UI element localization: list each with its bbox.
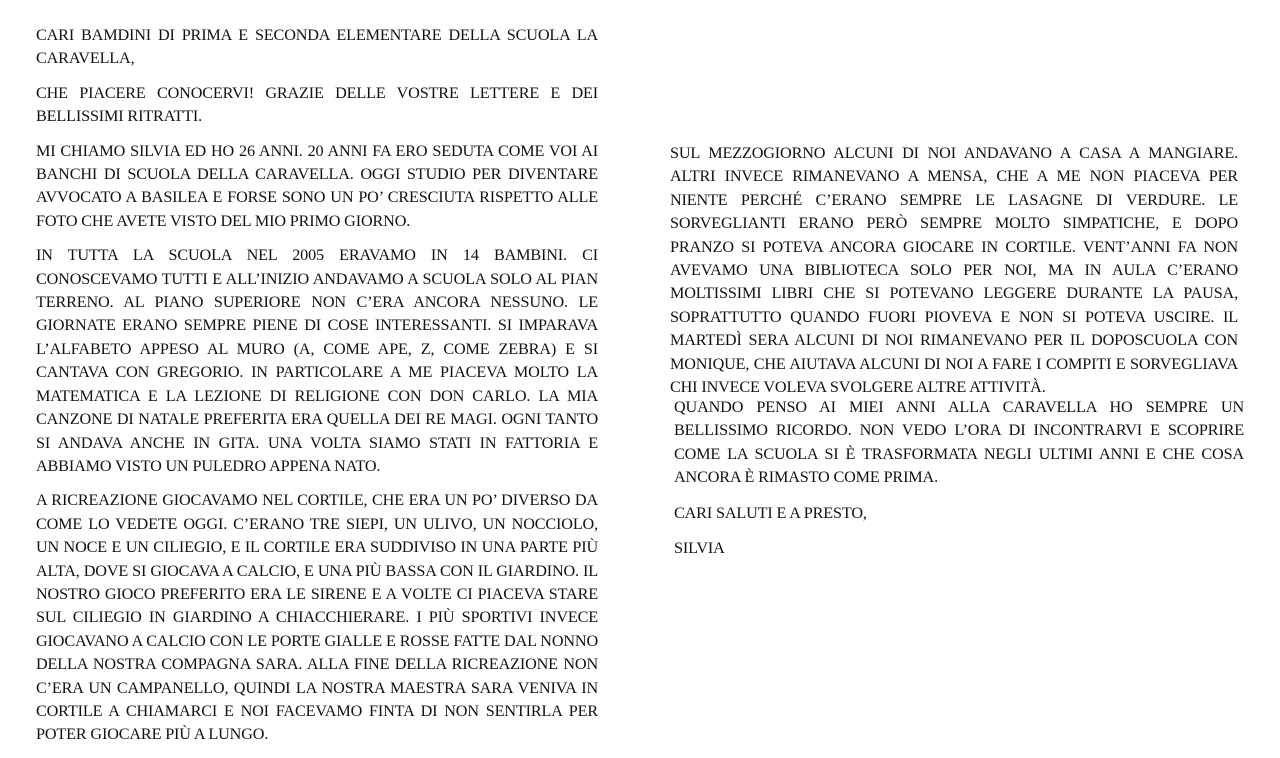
salutation: CARI BAMDINI DI PRIMA E SECONDA ELEMENTARE DELLA SCUOLA LA CARAVELLA, <box>36 26 598 68</box>
letter-left-column <box>36 24 598 758</box>
paragraph-school-2005: IN TUTTA LA SCUOLA NEL 2005 ERAVAMO IN 14 BAMBINI. CI CONOSCEVAMO TUTTI E ALL’INIZIO ANDAVAMO A SCUOLA SOLO AL PIAN TERRENO. AL PIANO SUPERIORE NON C’ERA ANCORA NESSUNO. LE GIORNATE ERANO SEMPRE PIENE DI COSE INTERESSANTI. SI IMPARAVA L’ALFABETO APPESO AL MURO (A, COME APE, Z, COME ZEBRA) E SI CANTAVA CON GREGORIO. IN PARTICOLARE A ME PIACEVA MOLTO LA MATEMATICA E LA LEZIONE DI RELIGIONE CON DON CARLO. LA MIA CANZONE DI NATALE PREFERITA ERA QUELLA DEI RE MAGI. OGNI TANTO SI ANDAVA ANCHE IN GITA. UNA VOLTA SIAMO STATI IN FATTORIA E ABBIAMO VISTO UN PULEDRO APPENA NATO. <box>36 246 598 475</box>
paragraph-introduction: MI CHIAMO SILVIA ED HO 26 ANNI. 20 ANNI FA ERO SEDUTA COME VOI AI BANCHI DI SCUOLA DELLA CARAVELLA. OGGI STUDIO PER DIVENTARE AVVOCATO A BASILEA E FORSE SONO UN PO’ CRESCIUTA RISPETTO ALLE FOTO CHE AVETE VISTO DEL MIO PRIMO GIORNO. <box>36 141 598 230</box>
letter-closing <box>674 396 1244 572</box>
paragraph-lunch: SUL MEZZOGIORNO ALCUNI DI NOI ANDAVANO A CASA A MANGIARE. ALTRI INVECE RIMANEVANO A MENSA, CHE A ME NON PIACEVA PER NIENTE PERCHÉ C’ERANO SEMPRE LE LASAGNE DI VERDURE. LE SORVEGLIANTI ERANO PERÒ SEMPRE MOLTO SIMPATICHE, E DOPO PRANZO SI POTEVA ANCORA GIOCARE IN CORTILE. VENT’ANNI FA NON AVEVAMO UNA BIBLIOTECA SOLO PER NOI, MA IN AULA C’ERANO MOLTISSIMI LIBRI CHE SI POTEVANO LEGGERE DURANTE LA PAUSA, SOPRATTUTTO QUANDO FUORI PIOVEVA E NON SI POTEVA USCIRE. IL MARTEDÌ SERA ALCUNI DI NOI RIMANEVANO PER IL DOPOSCUOLA CON MONIQUE, CHE AIUTAVA ALCUNI DI NOI A FARE I COMPITI E SORVEGLIAVA CHI INVECE VOLEVA SVOLGERE ALTRE ATTIVITÀ. <box>670 144 1238 397</box>
paragraph-recess: A RICREAZIONE GIOCAVAMO NEL CORTILE, CHE ERA UN PO’ DIVERSO DA COME LO VEDETE OGGI. C’ERANO TRE SIEPI, UN ULIVO, UN NOCCIOLO, UN NOCE E UN CILIEGIO, E IL CORTILE ERA SUDDIVISO IN UNA PARTE PIÙ ALTA, DOVE SI GIOCAVA A CALCIO, E UNA PIÙ BASSA CON IL GIARDINO. IL NOSTRO GIOCO PREFERITO ERA LE SIRENE E A VOLTE CI PIACEVA STARE SUL CILIEGIO IN GIARDINO A CHIACCHIERARE. I PIÙ SPORTIVI INVECE GIOCAVANO A CALCIO CON LE PORTE GIALLE E ROSSE FATTE DAL NONNO DELLA NOSTRA COMPAGNA SARA. ALLA FINE DELLA RICREAZIONE NON C’ERA UN CAMPANELLO, QUINDI LA NOSTRA MAESTRA SARA VENIVA IN CORTILE A CHIAMARCI E NOI FACEVAMO FINTA DI NON SENTIRLA PER POTER GIOCARE PIÙ A LUNGO. <box>36 491 598 744</box>
paragraph-memories: QUANDO PENSO AI MIEI ANNI ALLA CARAVELLA HO SEMPRE UN BELLISSIMO RICORDO. NON VEDO L’ORA DI INCONTRARVI E SCOPRIRE COME LA SCUOLA SI È TRASFORMATA NEGLI ULTIMI ANNI E CHE COSA ANCORA È RIMASTO COME PRIMA. <box>674 398 1244 487</box>
letter-right-column <box>670 142 1238 410</box>
closing-greeting: CARI SALUTI E A PRESTO, <box>674 503 867 522</box>
paragraph-thanks: CHE PIACERE CONOCERVI! GRAZIE DELLE VOSTRE LETTERE E DEI BELLISSIMI RITRATTI. <box>36 83 598 126</box>
signature: SILVIA <box>674 539 725 558</box>
